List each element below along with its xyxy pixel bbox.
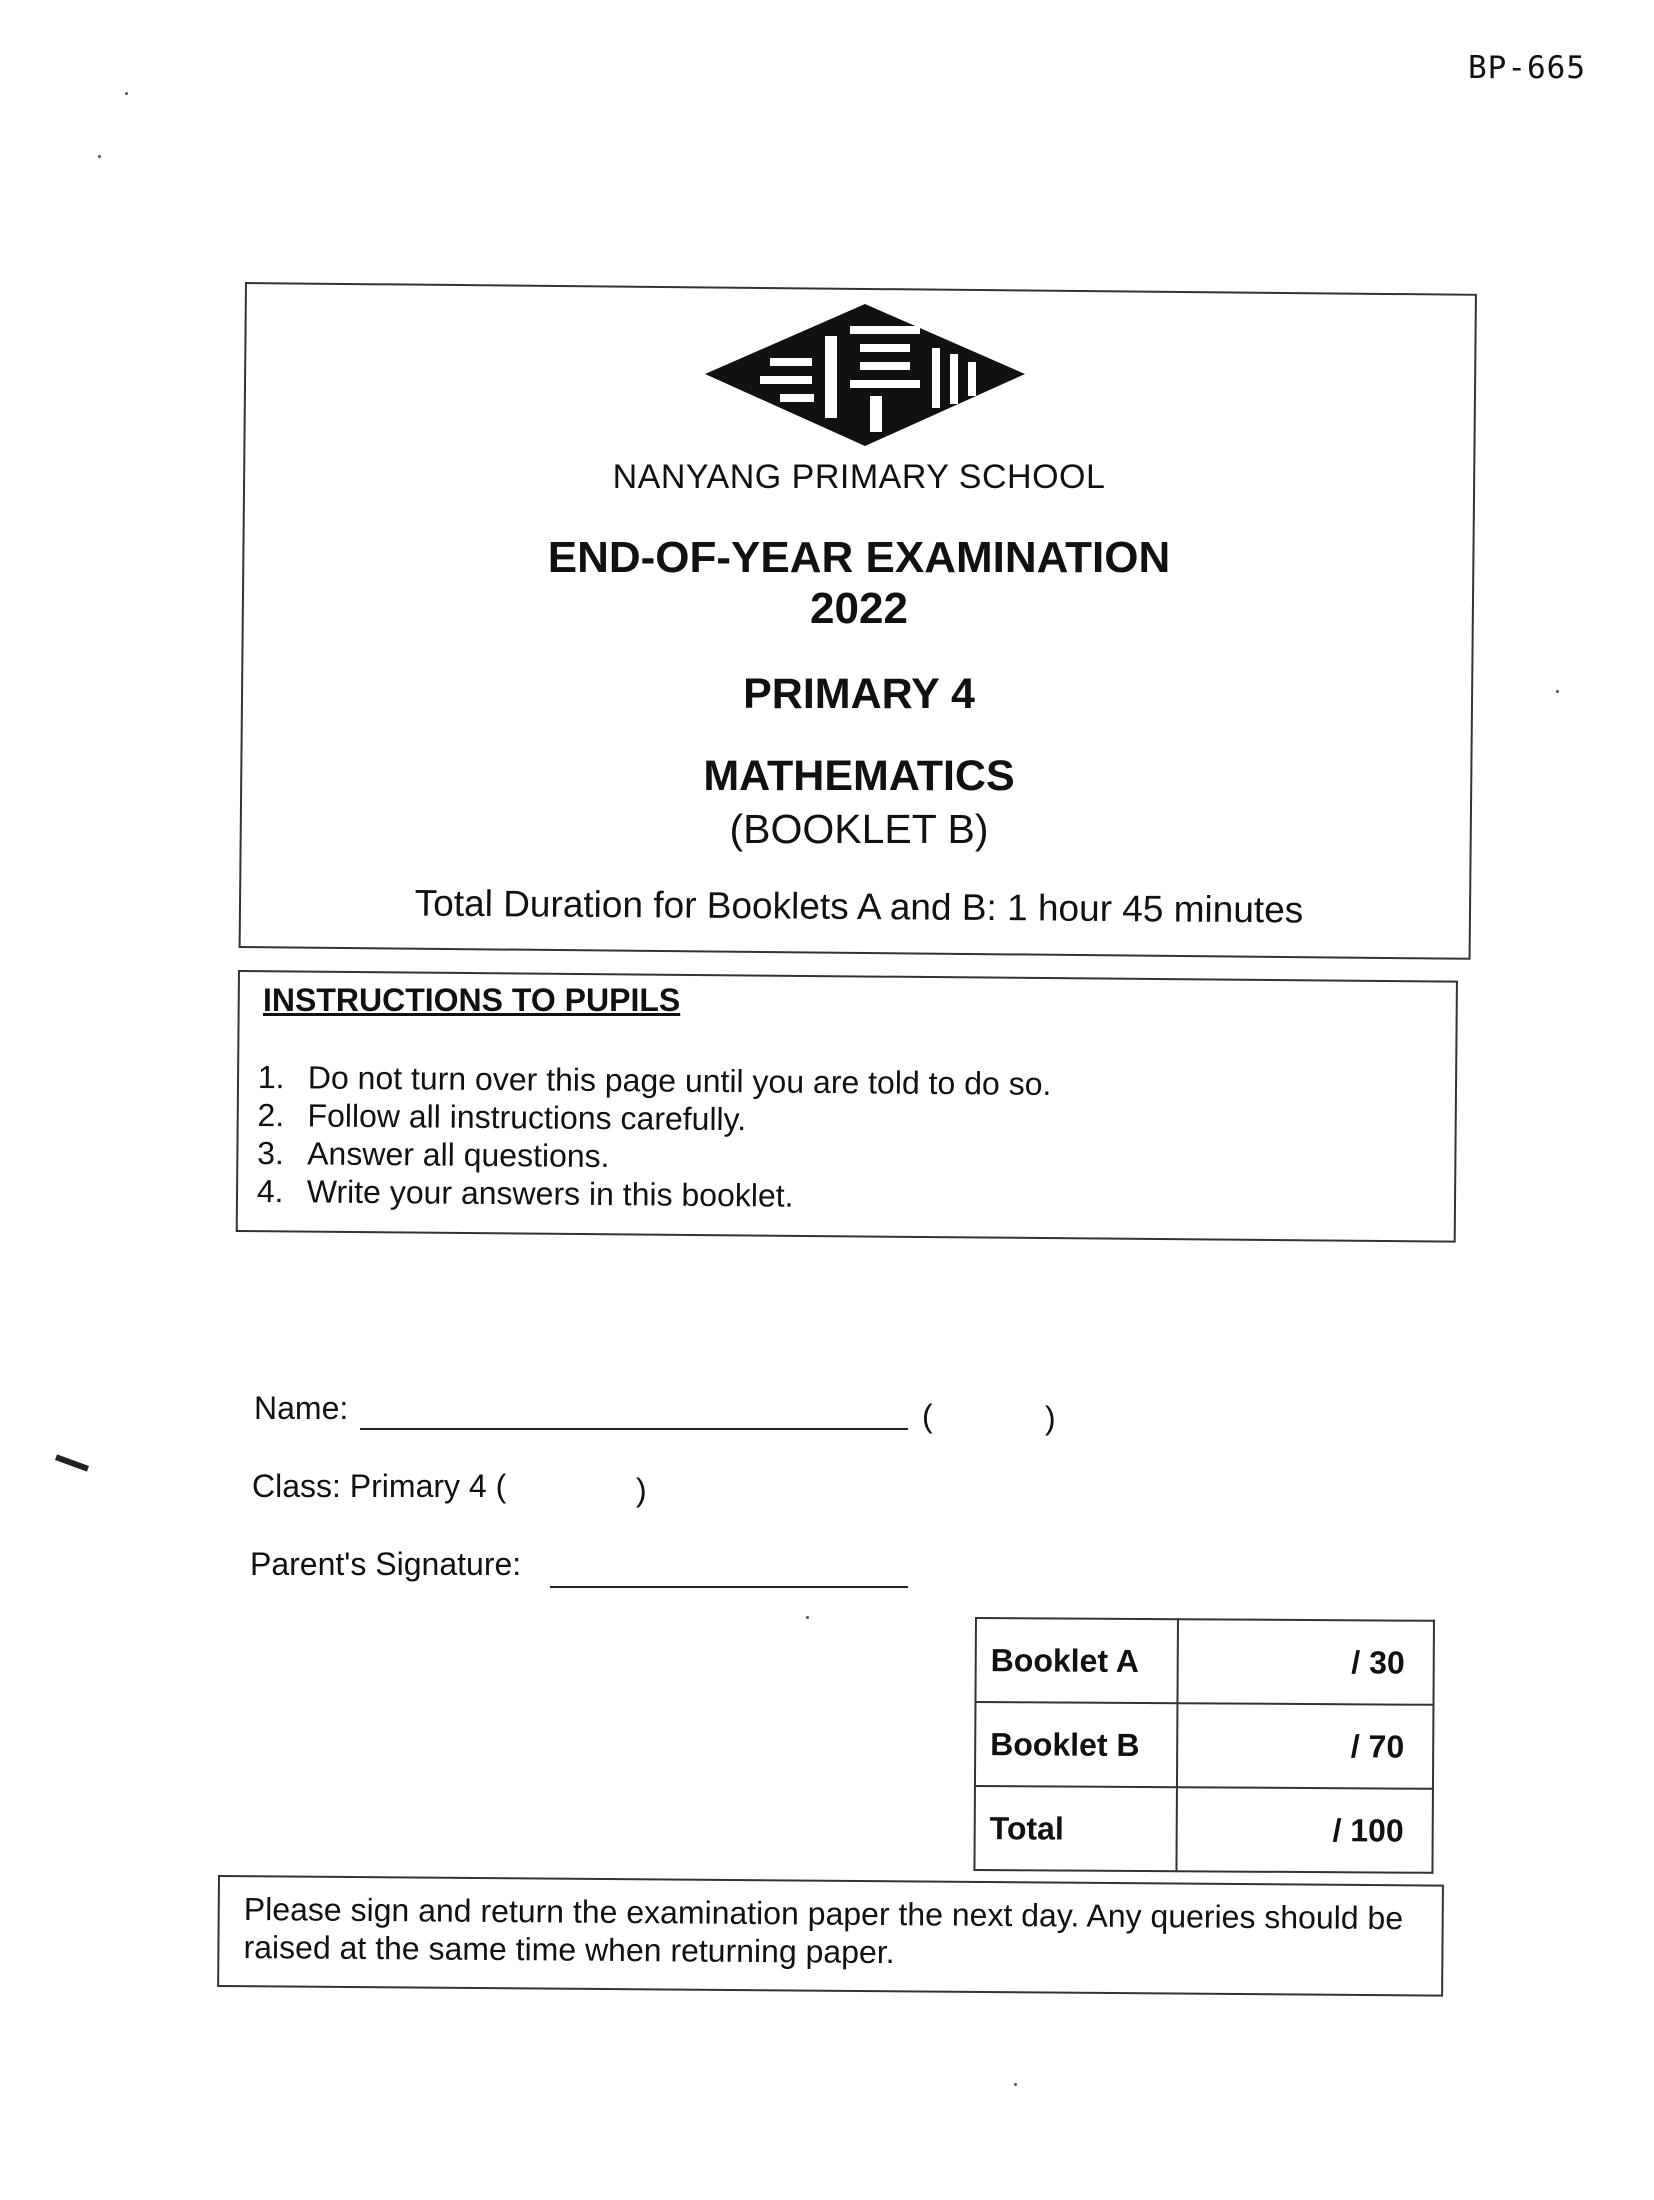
instruction-text: Answer all questions. bbox=[307, 1135, 610, 1175]
scan-speck bbox=[1556, 690, 1559, 693]
document-code: BP-665 bbox=[1468, 50, 1586, 86]
scan-speck bbox=[98, 155, 101, 158]
table-row bbox=[975, 1702, 1434, 1789]
scan-speck bbox=[1014, 2083, 1017, 2086]
scan-speck bbox=[806, 1616, 809, 1619]
score-value: / 70 bbox=[1177, 1703, 1434, 1789]
signature-label: Parent's Signature: bbox=[250, 1546, 522, 1582]
instructions-list bbox=[257, 1058, 1052, 1217]
class-label: Class: Primary 4 ( bbox=[252, 1468, 507, 1504]
name-paren-close: ) bbox=[1045, 1400, 1056, 1436]
scan-speck bbox=[125, 92, 128, 95]
instruction-number: 4. bbox=[256, 1172, 284, 1210]
instruction-number: 1. bbox=[257, 1059, 285, 1096]
instruction-text: Follow all instructions carefully. bbox=[307, 1097, 747, 1138]
instruction-number: 3. bbox=[257, 1134, 285, 1172]
instruction-number: 2. bbox=[257, 1096, 285, 1134]
exam-title: END-OF-YEAR EXAMINATION bbox=[547, 533, 1171, 582]
name-label: Name: bbox=[254, 1390, 349, 1426]
name-field[interactable] bbox=[360, 1428, 908, 1430]
table-row bbox=[974, 1786, 1433, 1873]
table-row bbox=[975, 1618, 1434, 1705]
class-paren-close: ) bbox=[636, 1472, 647, 1508]
register-number-field[interactable] bbox=[1020, 1402, 1038, 1432]
score-value: / 30 bbox=[1177, 1619, 1434, 1705]
school-logo bbox=[700, 296, 1030, 456]
score-label: Booklet A bbox=[975, 1618, 1178, 1703]
subject: MATHEMATICS bbox=[703, 752, 1015, 800]
score-label: Booklet B bbox=[975, 1702, 1178, 1787]
notice-text: Please sign and return the examination paper the next day. Any queries should be raised at the same time when returning paper. bbox=[243, 1891, 1404, 1971]
school-name: NANYANG PRIMARY SCHOOL bbox=[612, 458, 1106, 496]
exam-year: 2022 bbox=[810, 584, 908, 633]
score-value: / 100 bbox=[1176, 1787, 1433, 1873]
booklet-label: (BOOKLET B) bbox=[729, 806, 989, 852]
level: PRIMARY 4 bbox=[743, 670, 975, 718]
name-paren-open: ( bbox=[922, 1398, 933, 1434]
scan-mark bbox=[55, 1454, 89, 1471]
duration: Total Duration for Booklets A and B: 1 hour 45 minutes bbox=[414, 882, 1304, 931]
instructions-heading: INSTRUCTIONS TO PUPILS bbox=[263, 982, 681, 1018]
instruction-text: Write your answers in this booklet. bbox=[306, 1173, 794, 1214]
score-label: Total bbox=[974, 1786, 1177, 1871]
class-field[interactable] bbox=[540, 1470, 630, 1504]
instruction-text: Do not turn over this page until you are told to do so. bbox=[307, 1059, 1052, 1102]
score-table bbox=[973, 1617, 1435, 1874]
signature-field[interactable] bbox=[550, 1586, 908, 1588]
instruction-item bbox=[257, 1172, 1051, 1217]
